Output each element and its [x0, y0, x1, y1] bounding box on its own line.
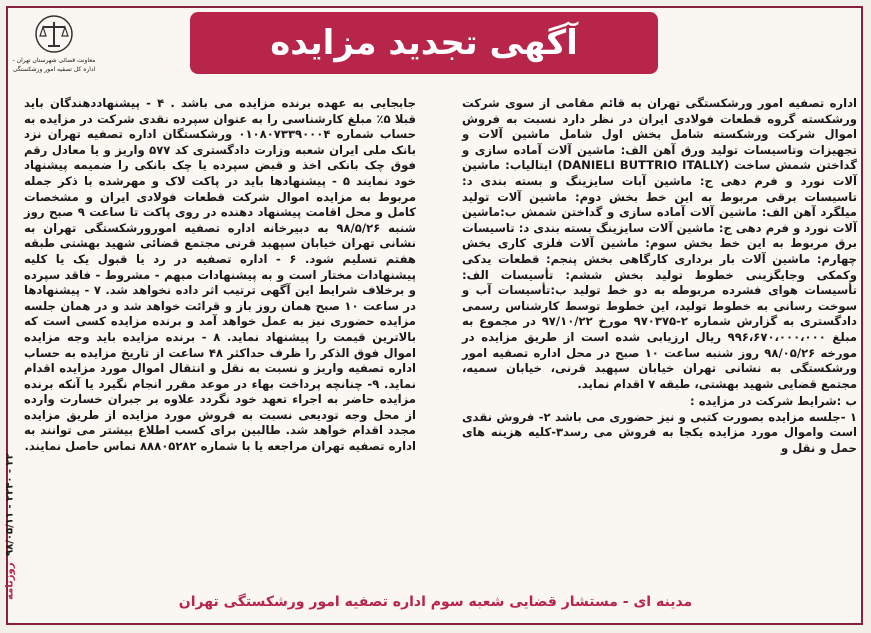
left-column — [24, 96, 416, 455]
newspaper-stamp — [2, 300, 18, 600]
emblem-caption: معاونت قضائی شهرستان تهران - اداره کل تصفیه امور ورشکستگی — [12, 57, 96, 73]
stamp-code: ۹۸/۰۵/۱۱ - ۲۲۴۰ - ۲۲ — [4, 453, 16, 557]
judiciary-emblem — [10, 14, 98, 86]
conditions-heading: ب :شرایط شرکت در مزایده : — [690, 394, 857, 409]
scales-of-justice-icon — [34, 14, 74, 54]
stamp-label: روزنامه — [4, 562, 16, 600]
conditions-continued: جابجایی به عهده برنده مزایده می باشد . ۴ - پیشنهاددهندگان باید قبلا ۵٪ مبلغ کارشناسی را به عنوان سپرده نقدی شرکت در مزایده به حساب شماره ۰۱۰۸۰۷۳۳۹۰۰۰۴ ورشکستگان اداره تصفیه تهران نزد بانک ملی ایران شعبه وزارت دادگستری کد ۵۷۷ واریز و یا معادل رقم فوق چک بانکی اخذ و قبض سپرده یا چک بانکی را ضمیمه پیشنهاد خود نمایند ۵ - پیشنهادها باید در پاکت لاک و مهرشده با ذکر جمله مربوط به مزایده اموال شرکت قطعات فولادی ایران و مشخصات کامل و محل اقامت پیشنهاد دهنده در روی پاکت تا ساعت ۹ صبح روز شنبه ۹۸/۵/۲۶ به دبیرخانه اداره تصفیه امورورشکستگی تهران به نشانی تهران خیابان سپهبد قرنی مجتمع قضائی شهید بهشتی طبقه هفتم تسلیم شود. ۶ - اداره تصفیه در رد یا قبول یک یا کلیه پیشنهادات مختار است و به پیشنهادات مبهم - مشروط - فاقد سپرده و برخلاف شرایط این آگهی ترتیب اثر داده نخواهد شد. ۷ - پیشنهادها در ساعت ۱۰ صبح همان روز باز و قرائت خواهد شد و در همان جلسه مزایده حضوری نیز به عمل خواهد آمد و برنده مزایده کسی است که بالاترین قیمت را پیشنهاد نماید. ۸ - برنده مزایده باید وجه مزایده اموال فوق الذکر را ظرف حداکثر ۴۸ ساعت از تاریخ مزایده به حساب اداره تصفیه واریز و نسبت به نقل و انتقال اموال مورد مزایده اقدام نماید. ۹- چنانچه پرداخت بهاء در موعد مقرر انجام نگیرد یا آنکه برنده مزایده حاضر به اجراء تعهد خود نگردد علاوه بر جبران خسارت وارده از محل وجه تودیعی نسبت به فروش مورد مزایده از طریق مزایده مجدد اقدام خواهد شد. طالبین برای کسب اطلاع بیشتر می توانند به اداره تصفیه تهران مراجعه یا با شماره ۸۸۸۰۵۲۸۲ تماس حاصل نمایند. — [24, 96, 416, 454]
header-banner — [190, 12, 658, 74]
page-title: آگهی تجدید مزایده — [270, 23, 578, 63]
signature-footer: مدینه ای - مستشار قضایی شعبه سوم اداره تصفیه امور ورشکستگی تهران — [178, 594, 693, 610]
right-column — [462, 96, 857, 457]
announcement-body: اداره تصفیه امور ورشکستگی تهران به قائم مقامی از سوی شرکت ورشکسته گروه قطعات فولادی ایران در نظر دارد نسبت به فروش اموال شرکت ورشکسته شامل بخش اول شامل ماشین آلات و تجهیزات وتاسیسات تولید ورق آهن الف: ماشین آلات آماده سازی و گداختن شمش ساخت (DANIELI BUTTRIO ITALLY) ایتالیاب: ماشین آلات نورد و فرم دهی ج: ماشین آبات سایزینگ و بسته بندی د: تاسیسات برقی مربوط به این خط بخش دوم: ماشین آلات تولید میلگرد آهن الف: ماشین آلات آماده سازی و گداختن شمش ب:ماشین آلات نورد و فرم دهی ج: ماشین آلات سایزینگ بسته بندی د: تاسیسات برق مربوط به این خط بخش سوم: ماشین آلات فلزی کاری بخش چهارم: ماشین آلات بار برداری کارگاهی بخش پنجم: قطعات یدکی وکمکی وجایگزینی خطوط تولید بخش ششم: تأسیسات الف: تأسیسات هوای فشرده مربوطه به دو خط تولید ب:تأسیسات آب و سوخت رسانی به خطوط تولید، این خطوط توسط کارشناس رسمی دادگستری به گزارش شماره ۲-۹۷۰۳۷۵ مورخ ۹۷/۱۰/۲۲ در مجموع به مبلغ ۹۹۶،۶۷۰،۰۰۰،۰۰۰ ریال ارزیابی شده است از طریق مزایده در مورخه ۹۸/۰۵/۲۶ روز شنبه ساعت ۱۰ صبح در محل اداره تصفیه امور ورشکستگی به نشانی تهران خیابان سپهبد قرنی، خیابان سمیه، مجتمع قضایی شهید بهشتی، طبقه ۷ اقدام نماید. — [462, 96, 857, 391]
conditions-start: ۱ -جلسه مزایده بصورت کتبی و نیز حضوری می باشد ۲- فروش نقدی است واموال مورد مزایده یکجا به فروش می رسد۳-کلیه هزینه های حمل و نقل و — [462, 409, 857, 456]
